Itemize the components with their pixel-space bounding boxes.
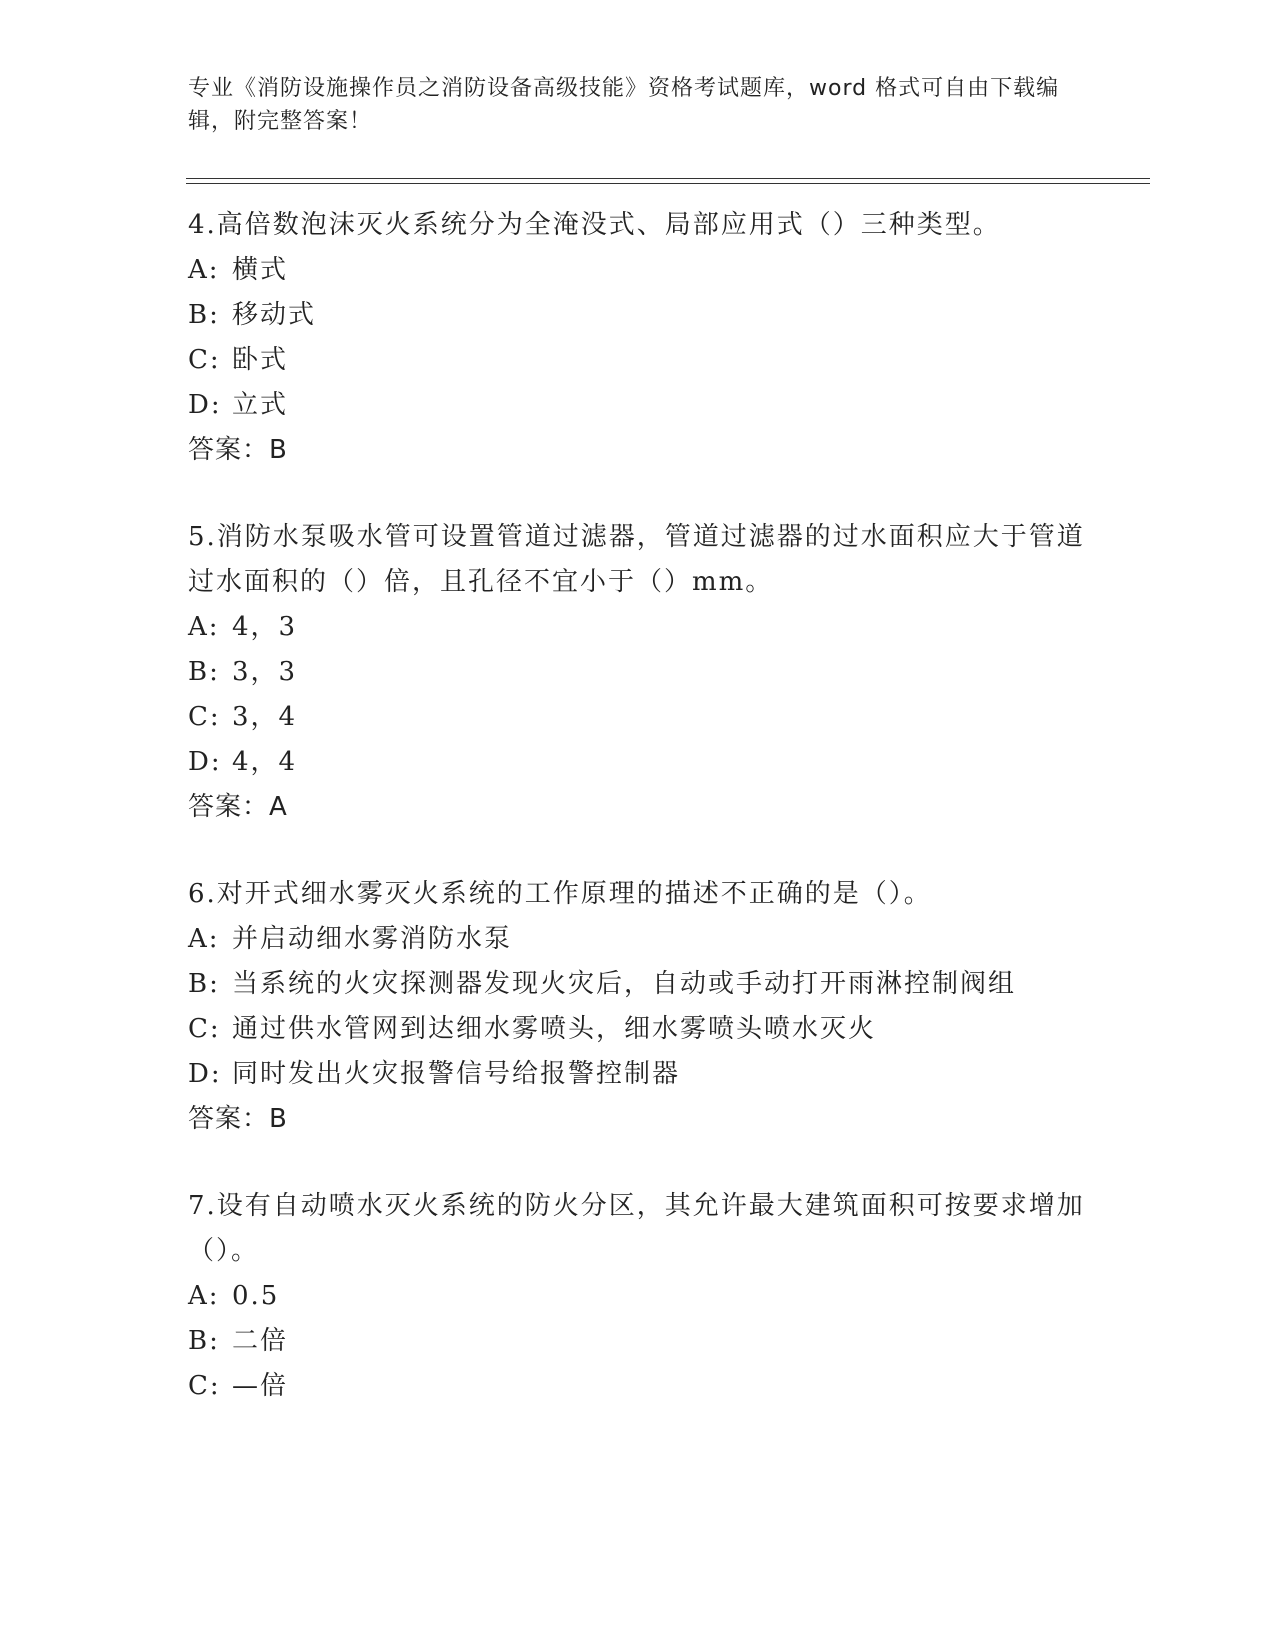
option-d bbox=[188, 1052, 1088, 1097]
option-b bbox=[188, 293, 1088, 338]
option-c bbox=[188, 338, 1088, 383]
answer-line: 答案：A bbox=[188, 792, 288, 822]
option-text: 0.5 bbox=[232, 1281, 280, 1311]
option-a bbox=[188, 605, 1088, 650]
option-d bbox=[188, 740, 1088, 785]
option-text: 4，4 bbox=[232, 747, 298, 777]
option-key: C: bbox=[188, 1014, 221, 1044]
option-b bbox=[188, 962, 1088, 1007]
question-4 bbox=[188, 203, 1088, 473]
option-text: 并启动细水雾消防水泵 bbox=[232, 924, 513, 954]
question-stem: 5.消防水泵吸水管可设置管道过滤器，管道过滤器的过水面积应大于管道过水面积的（）倍，且孔径不宜小于（）mm。 bbox=[188, 522, 1085, 597]
option-key: B: bbox=[188, 300, 220, 330]
header-divider-top bbox=[186, 178, 1150, 179]
option-a bbox=[188, 248, 1088, 293]
option-text: 移动式 bbox=[232, 300, 317, 330]
option-text: 横式 bbox=[232, 255, 289, 285]
option-text: 立式 bbox=[232, 390, 289, 420]
answer-line: 答案：B bbox=[188, 435, 288, 465]
option-text: 二倍 bbox=[232, 1326, 289, 1356]
option-key: D: bbox=[188, 747, 222, 777]
option-text: 3，3 bbox=[232, 657, 298, 687]
option-text: 当系统的火灾探测器发现火灾后，自动或手动打开雨淋控制阀组 bbox=[232, 969, 1017, 999]
header-divider-bottom bbox=[186, 183, 1150, 184]
option-key: C: bbox=[188, 702, 221, 732]
option-key: C: bbox=[188, 345, 221, 375]
option-text: 4，3 bbox=[232, 612, 298, 642]
question-stem: 4.高倍数泡沫灭火系统分为全淹没式、局部应用式（）三种类型。 bbox=[188, 210, 1001, 240]
option-c bbox=[188, 695, 1088, 740]
option-text: 通过供水管网到达细水雾喷头，细水雾喷头喷水灭火 bbox=[232, 1014, 877, 1044]
option-key: A: bbox=[188, 612, 220, 642]
question-list bbox=[188, 203, 1088, 1451]
option-c bbox=[188, 1007, 1088, 1052]
option-key: B: bbox=[188, 657, 220, 687]
option-text: 同时发出火灾报警信号给报警控制器 bbox=[232, 1059, 681, 1089]
option-a bbox=[188, 1274, 1088, 1319]
question-6 bbox=[188, 872, 1088, 1142]
answer-line: 答案：B bbox=[188, 1104, 288, 1134]
option-key: A: bbox=[188, 255, 220, 285]
option-b bbox=[188, 650, 1088, 695]
option-d bbox=[188, 383, 1088, 428]
question-7 bbox=[188, 1184, 1088, 1409]
option-key: C: bbox=[188, 1371, 221, 1401]
option-text: —倍 bbox=[232, 1371, 289, 1401]
question-stem: 7.设有自动喷水灭火系统的防火分区，其允许最大建筑面积可按要求增加（）。 bbox=[188, 1191, 1085, 1266]
option-text: 3，4 bbox=[232, 702, 298, 732]
option-a bbox=[188, 917, 1088, 962]
question-stem: 6.对开式细水雾灭火系统的工作原理的描述不正确的是（）。 bbox=[188, 879, 932, 909]
option-key: B: bbox=[188, 969, 220, 999]
option-key: A: bbox=[188, 924, 220, 954]
option-key: A: bbox=[188, 1281, 220, 1311]
option-key: D: bbox=[188, 390, 222, 420]
document-header: 专业《消防设施操作员之消防设备高级技能》资格考试题库，word 格式可自由下载编辑，附完整答案！ bbox=[188, 76, 1060, 134]
option-text: 卧式 bbox=[232, 345, 289, 375]
option-key: B: bbox=[188, 1326, 220, 1356]
question-5 bbox=[188, 515, 1088, 830]
option-b bbox=[188, 1319, 1088, 1364]
option-key: D: bbox=[188, 1059, 222, 1089]
option-c bbox=[188, 1364, 1088, 1409]
